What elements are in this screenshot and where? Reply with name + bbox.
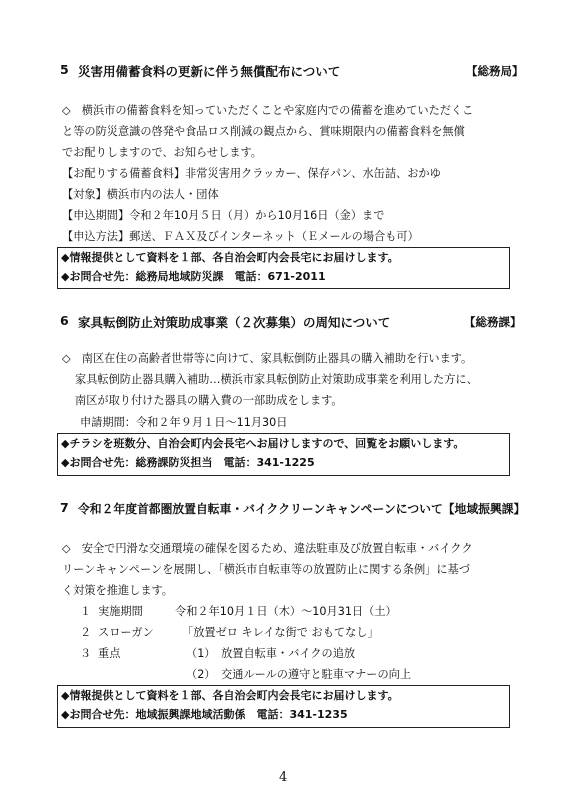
- section5-number: 5: [60, 62, 69, 77]
- section6-para-line2: 家具転倒防止器具購入補助…横浜市家具転倒防止対策助成事業を利用した方に、: [75, 373, 478, 386]
- section5-contact-line: ◆お問合せ先：総務局地域防災課 電話：671-2011: [61, 270, 326, 283]
- section7-contact-line: ◆お問合せ先：地域振興課地域活動係 電話：341-1235: [61, 708, 348, 721]
- section6-info-line: ◆チラシを班数分、自治会町内会長宅へお届けしますので、回覧をお願いします。: [61, 437, 465, 450]
- section5-info-box: [57, 247, 510, 289]
- section6-number: 6: [60, 313, 69, 328]
- section7-item1-label: 実施期間: [98, 605, 143, 618]
- section6-para-line3: 南区が取り付けた器具の購入費の一部助成をします。: [75, 394, 343, 407]
- section5-detail-items: 【お配りする備蓄食料】非常災害用クラッカー、保存パン、水缶詰、おかゆ: [62, 167, 441, 180]
- section7-info-box: [57, 685, 510, 728]
- section7-item3-label: 重点: [98, 647, 121, 660]
- section5-detail-method: 【申込方法】郵送、ＦＡＸ及びインターネット（Ｅメールの場合も可）: [62, 230, 419, 243]
- section5-para-line2: と等の防災意識の啓発や食品ロス削減の観点から、賞味期限内の備蓄食料を無償: [62, 125, 465, 138]
- section5-para-line3: でお配りしますので、お知らせします。: [62, 146, 262, 159]
- section5-detail-target: 【対象】横浜市内の法人・団体: [62, 188, 219, 201]
- section7-item2-label: スローガン: [98, 626, 154, 639]
- section7-para-line1: ◇ 安全で円滑な交通環境の確保を図るため、違法駐車及び放置自転車・バイクク: [62, 542, 473, 555]
- page-number: 4: [279, 770, 288, 785]
- section5-para-line1: ◇ 横浜市の備蓄食料を知っていただくことや家庭内での備蓄を進めていただくこ: [62, 104, 474, 117]
- section7-item1-number: １: [80, 605, 92, 618]
- section5-detail-period: 【申込期間】令和２年10月５日（月）から10月16日（金）まで: [62, 209, 385, 222]
- section6-application-period: 申請期間：令和２年９月１日〜11月30日: [80, 416, 288, 429]
- section7-number: 7: [60, 500, 69, 515]
- section7-info-line: ◆情報提供として資料を１部、各自治会町内会長宅にお届けします。: [61, 689, 399, 702]
- section5-info-line: ◆情報提供として資料を１部、各自治会町内会長宅にお届けします。: [61, 251, 399, 264]
- section7-item3-sub2: （2） 交通ルールの遵守と駐車マナーの向上: [186, 668, 412, 681]
- section6-para-line1: ◇ 南区在住の高齢者世帯等に向けて、家具転倒防止器具の購入補助を行います。: [62, 352, 473, 365]
- section6-contact-line: ◆お問合せ先：総務課防災担当 電話：341-1225: [61, 456, 315, 469]
- section6-info-box: [57, 433, 510, 476]
- section7-item3-sub1: （1） 放置自転車・バイクの追放: [186, 647, 356, 660]
- section6-title: 家具転倒防止対策助成事業（２次募集）の周知について: [78, 315, 391, 330]
- section7-title: 令和２年度首都圏放置自転車・バイククリーンキャンペーンについて【地域振興課】: [78, 502, 526, 516]
- section7-item1-value: 令和２年10月１日（木）〜10月31日（土）: [175, 605, 397, 618]
- section5-title: 災害用備蓄食料の更新に伴う無償配布について: [78, 64, 341, 79]
- section7-para-line2: リーンキャンペーンを展開し、「横浜市自転車等の放置防止に関する条例」に基づ: [62, 563, 470, 576]
- section7-item2-number: ２: [80, 626, 92, 639]
- section6-dept: 【総務課】: [464, 315, 522, 329]
- section7-item3-number: ３: [80, 647, 92, 660]
- section7-para-line3: く対策を推進します。: [62, 584, 173, 597]
- section7-item2-value: 「放置ゼロ キレイな街で おもてなし」: [182, 626, 379, 639]
- section5-dept: 【総務局】: [466, 64, 524, 78]
